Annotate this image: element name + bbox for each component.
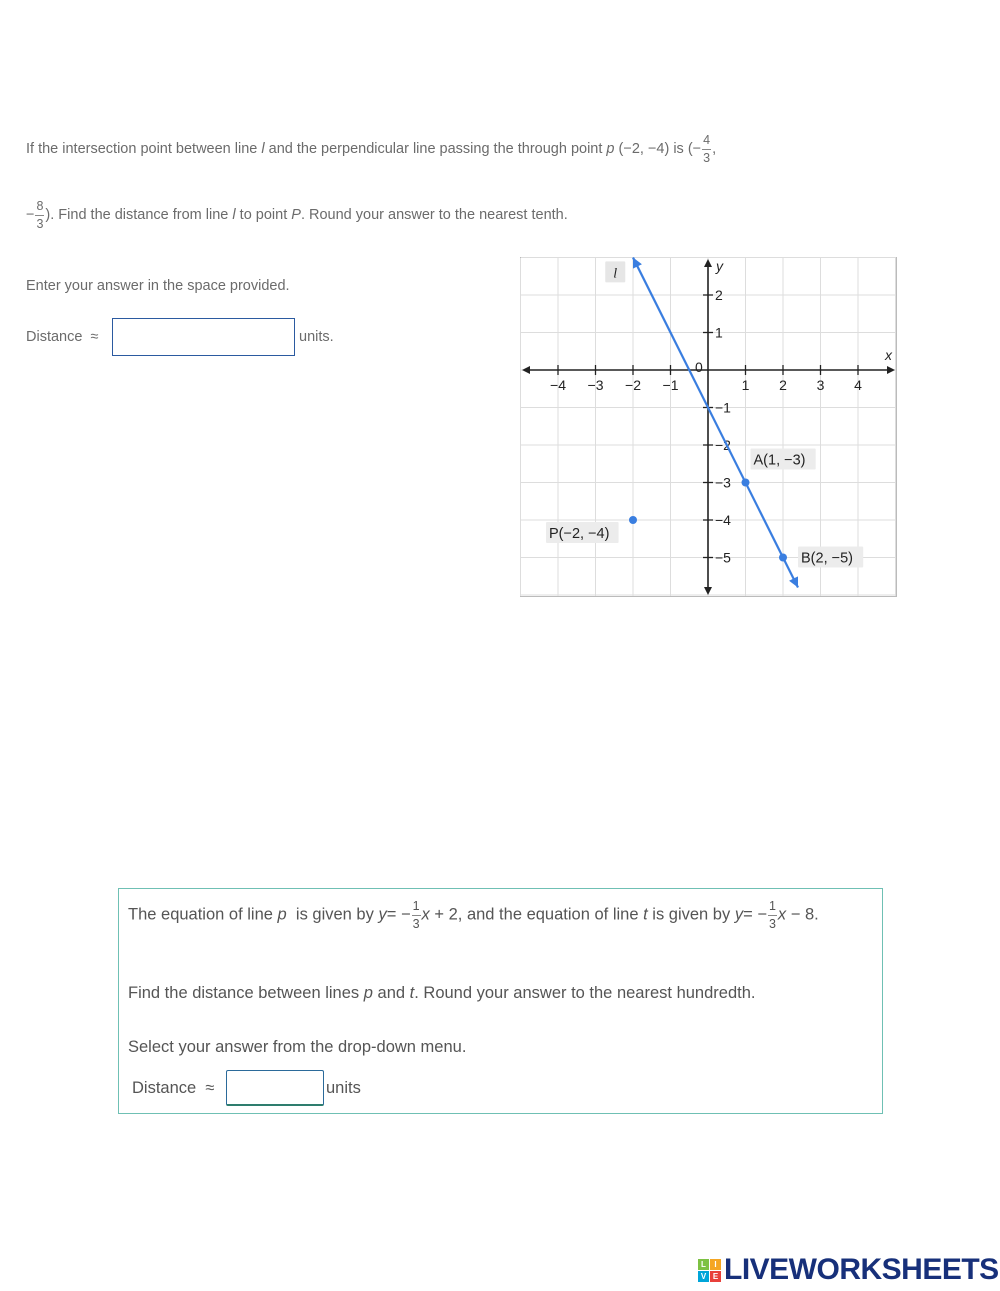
approx-symbol: ≈ bbox=[90, 329, 99, 345]
logo-text: LIVEWORKSHEETS bbox=[724, 1253, 999, 1286]
y-tick-label: 2 bbox=[715, 287, 723, 303]
origin-label: 0 bbox=[695, 359, 703, 375]
point-P bbox=[629, 516, 637, 524]
x-tick-label: −2 bbox=[625, 377, 641, 393]
question2-equations: The equation of line p is given by y= − $\frac{1}{3}$ x + 2, and the equation of line t is given by y= − $\frac{1}{3}$ x − 8. bbox=[128, 899, 819, 931]
y-tick-label: −3 bbox=[715, 474, 731, 491]
x-axis-label: x bbox=[885, 347, 892, 363]
distance-dropdown[interactable] bbox=[226, 1070, 324, 1106]
y-tick-label: −5 bbox=[715, 549, 731, 566]
point-label-P: P(−2, −4) bbox=[549, 526, 610, 542]
q1-fraction-4-3: $\frac{4}{3}$ bbox=[703, 133, 711, 165]
q1-var-l: l bbox=[261, 140, 265, 157]
q2-instruction: Select your answer from the drop-down menu. bbox=[128, 1038, 467, 1056]
q2-distance-label: Distance ≈ bbox=[132, 1079, 215, 1097]
y-tick-label: −4 bbox=[715, 512, 731, 528]
q2-fraction-1-3-b: $\frac{1}{3}$ bbox=[768, 899, 776, 931]
x-tick-label: 4 bbox=[854, 377, 862, 393]
x-tick-label: 3 bbox=[816, 377, 825, 393]
q2-units: units bbox=[326, 1079, 361, 1097]
q1-text: If the intersection point between line bbox=[26, 140, 258, 157]
approx-symbol: ≈ bbox=[205, 1079, 215, 1097]
q1-text: and the perpendicular line passing the through point bbox=[268, 140, 603, 157]
q1-coords: (−2, −4) is (− bbox=[618, 140, 702, 157]
q2-fraction-1-3: $\frac{1}{3}$ bbox=[412, 899, 420, 931]
point-label-B: B(2, −5) bbox=[801, 550, 853, 567]
liveworksheets-logo bbox=[698, 1252, 999, 1288]
point-B bbox=[779, 554, 787, 562]
label-l: l bbox=[613, 266, 618, 282]
x-tick-label: −4 bbox=[550, 377, 566, 393]
q1-units: units. bbox=[299, 329, 334, 345]
x-tick-label: −1 bbox=[662, 377, 679, 393]
point-A bbox=[742, 479, 750, 487]
x-tick-label: 2 bbox=[779, 377, 787, 393]
x-tick-label: 1 bbox=[741, 377, 750, 393]
coordinate-graph bbox=[520, 257, 897, 597]
question1-line2: − $\frac{8}{3}$ ). Find the distance from line l to point P. Round your answer to the nearest tenth. bbox=[26, 199, 568, 231]
q1-distance-label: Distance ≈ bbox=[26, 329, 99, 345]
point-label-A: A(1, −3) bbox=[753, 452, 806, 469]
question2-find: Find the distance between lines p and t. Round your answer to the nearest hundredth. bbox=[128, 984, 756, 1002]
x-tick-label: −3 bbox=[587, 377, 604, 393]
y-tick-label: −1 bbox=[715, 399, 731, 416]
logo-blocks-icon: L I V E bbox=[698, 1259, 721, 1282]
y-axis-label: y bbox=[716, 258, 723, 274]
q1-var-p: p bbox=[606, 140, 615, 157]
distance-answer-input[interactable] bbox=[112, 318, 295, 356]
q1-instruction: Enter your answer in the space provided. bbox=[26, 278, 290, 294]
q1-fraction-8-3: $\frac{8}{3}$ bbox=[36, 199, 44, 231]
y-tick-label: −2 bbox=[715, 437, 731, 453]
y-tick-label: 1 bbox=[715, 324, 723, 341]
question1-line1: If the intersection point between line l and the perpendicular line passing the through point p (−2, −4) is (− $\frac{4}{3}$ , bbox=[26, 133, 717, 165]
